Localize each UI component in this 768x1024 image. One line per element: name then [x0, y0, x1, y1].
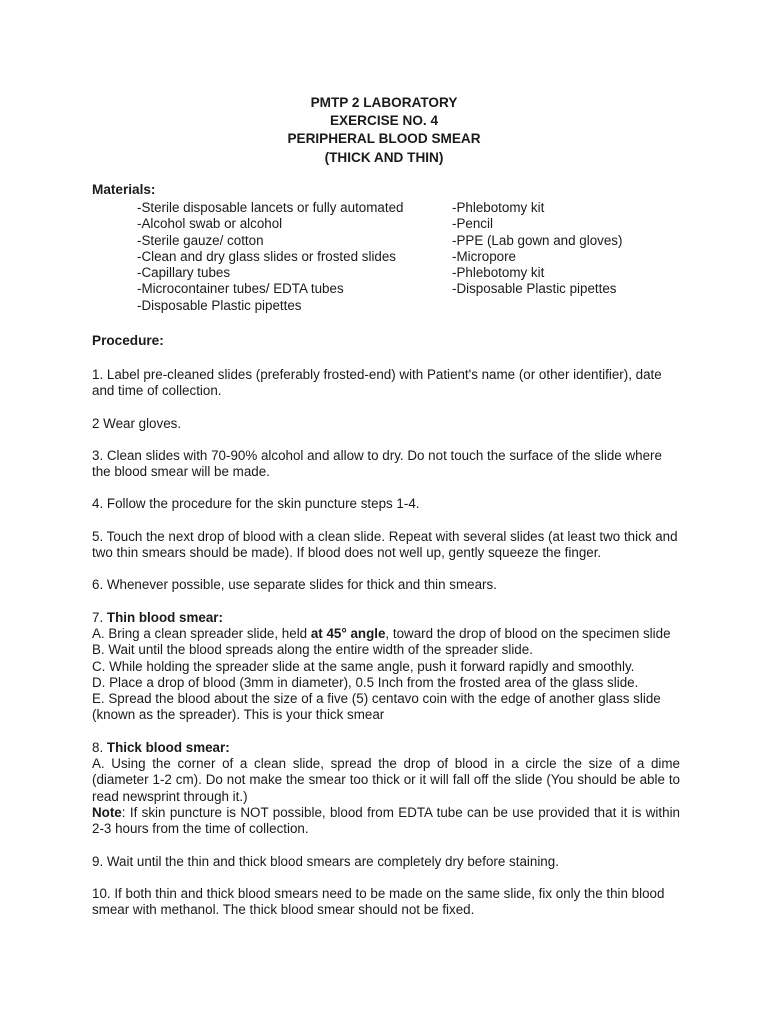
- procedure-step-7: [92, 610, 680, 724]
- substep-a: [92, 626, 680, 642]
- angle-emphasis: at 45° angle: [310, 625, 386, 641]
- procedure-step-10: [92, 886, 680, 919]
- material-item: -PPE (Lab gown and gloves): [452, 232, 623, 248]
- document-title: [0, 94, 768, 167]
- material-item: -Sterile disposable lancets or fully automated: [137, 200, 404, 215]
- procedure-step-4: [92, 496, 680, 512]
- material-item: -Pencil: [452, 216, 493, 232]
- substep-b: B. Wait until the blood spreads along the entire width of the spreader slide.: [92, 642, 533, 658]
- title-line-exercise: EXERCISE NO. 4: [329, 113, 439, 129]
- material-item: -Microcontainer tubes/ EDTA tubes: [137, 281, 344, 297]
- step-text: 10. If both thin and thick blood smears need to be made on the same slide, fix only the thin blood smear with methanol. The thick blood smear should not be fixed.: [92, 885, 665, 918]
- material-item: -Disposable Plastic pipettes: [452, 281, 617, 297]
- material-item: -Clean and dry glass slides or frosted slides: [137, 248, 397, 264]
- step-text: 9. Wait until the thin and thick blood smears are completely dry before staining.: [92, 853, 559, 869]
- materials-column-right: [452, 200, 712, 298]
- procedure-step-6: [92, 577, 680, 593]
- substep-a: A. Using the corner of a clean slide, spread the drop of blood in a circle the size of a dime (diameter 1-2 cm). Do not make the smear too thick or it will fall off the slide (You should be able to read newsprint through it.): [92, 756, 680, 804]
- materials-column-left: [137, 200, 457, 314]
- step-text: 4. Follow the procedure for the skin puncture steps 1-4.: [92, 496, 420, 512]
- substep-c: C. While holding the spreader slide at the same angle, push it forward rapidly and smoothly.: [92, 658, 635, 674]
- material-item: -Sterile gauze/ cotton: [137, 232, 264, 248]
- procedure-step-2: [92, 416, 680, 432]
- step-heading: [92, 610, 680, 626]
- note: [92, 805, 680, 838]
- procedure-heading: Procedure:: [92, 333, 164, 348]
- substep-d: D. Place a drop of blood (3mm in diameter), 0.5 Inch from the frosted area of the glass slide.: [92, 674, 639, 690]
- material-item: -Phlebotomy kit: [452, 200, 545, 215]
- step-text: 3. Clean slides with 70-90% alcohol and allow to dry. Do not touch the surface of the slide where the blood smear will be made.: [92, 447, 662, 480]
- step-text: 6. Whenever possible, use separate slides for thick and thin smears.: [92, 577, 497, 593]
- title-line-subtopic: (THICK AND THIN): [324, 149, 444, 165]
- step-text: 5. Touch the next drop of blood with a clean slide. Repeat with several slides (at least two thick and two thin smears should be made). If blood does not well up, gently squeeze the finger.: [92, 528, 678, 561]
- procedure-step-3: [92, 448, 680, 481]
- procedure-step-5: [92, 529, 680, 562]
- procedure-steps: [92, 367, 680, 934]
- material-item: -Disposable Plastic pipettes: [137, 297, 302, 313]
- material-item: -Micropore: [452, 248, 516, 264]
- step-number: 8.: [92, 739, 107, 755]
- procedure-step-8: [92, 740, 680, 838]
- substep-a-post: , toward the drop of blood on the specimen slide: [385, 625, 671, 641]
- step-number: 7.: [92, 609, 107, 625]
- thick-smear-heading: Thick blood smear:: [106, 739, 230, 755]
- step-text: 2 Wear gloves.: [92, 415, 182, 431]
- substep-a-pre: A. Bring a clean spreader slide, held: [92, 625, 311, 641]
- thin-smear-heading: Thin blood smear:: [106, 609, 223, 625]
- material-item: -Alcohol swab or alcohol: [137, 216, 283, 232]
- note-text: : If skin puncture is NOT possible, blood from EDTA tube can be use provided that it is within 2-3 hours from the time of collection.: [92, 804, 680, 837]
- procedure-step-1: [92, 367, 680, 400]
- title-line-course: PMTP 2 LABORATORY: [310, 95, 458, 110]
- step-heading: [92, 740, 680, 756]
- procedure-step-9: [92, 854, 680, 870]
- note-label: Note: [92, 804, 122, 820]
- material-item: -Capillary tubes: [137, 265, 231, 281]
- material-item: -Phlebotomy kit: [452, 265, 545, 281]
- title-line-topic: PERIPHERAL BLOOD SMEAR: [287, 131, 481, 147]
- step-text: 1. Label pre-cleaned slides (preferably frosted-end) with Patient's name (or other identifier), date and time of collection.: [92, 367, 662, 399]
- materials-heading: Materials:: [92, 182, 156, 197]
- substep-e: E. Spread the blood about the size of a five (5) centavo coin with the edge of another glass slide (known as the spreader). This is your thick smear: [92, 691, 661, 723]
